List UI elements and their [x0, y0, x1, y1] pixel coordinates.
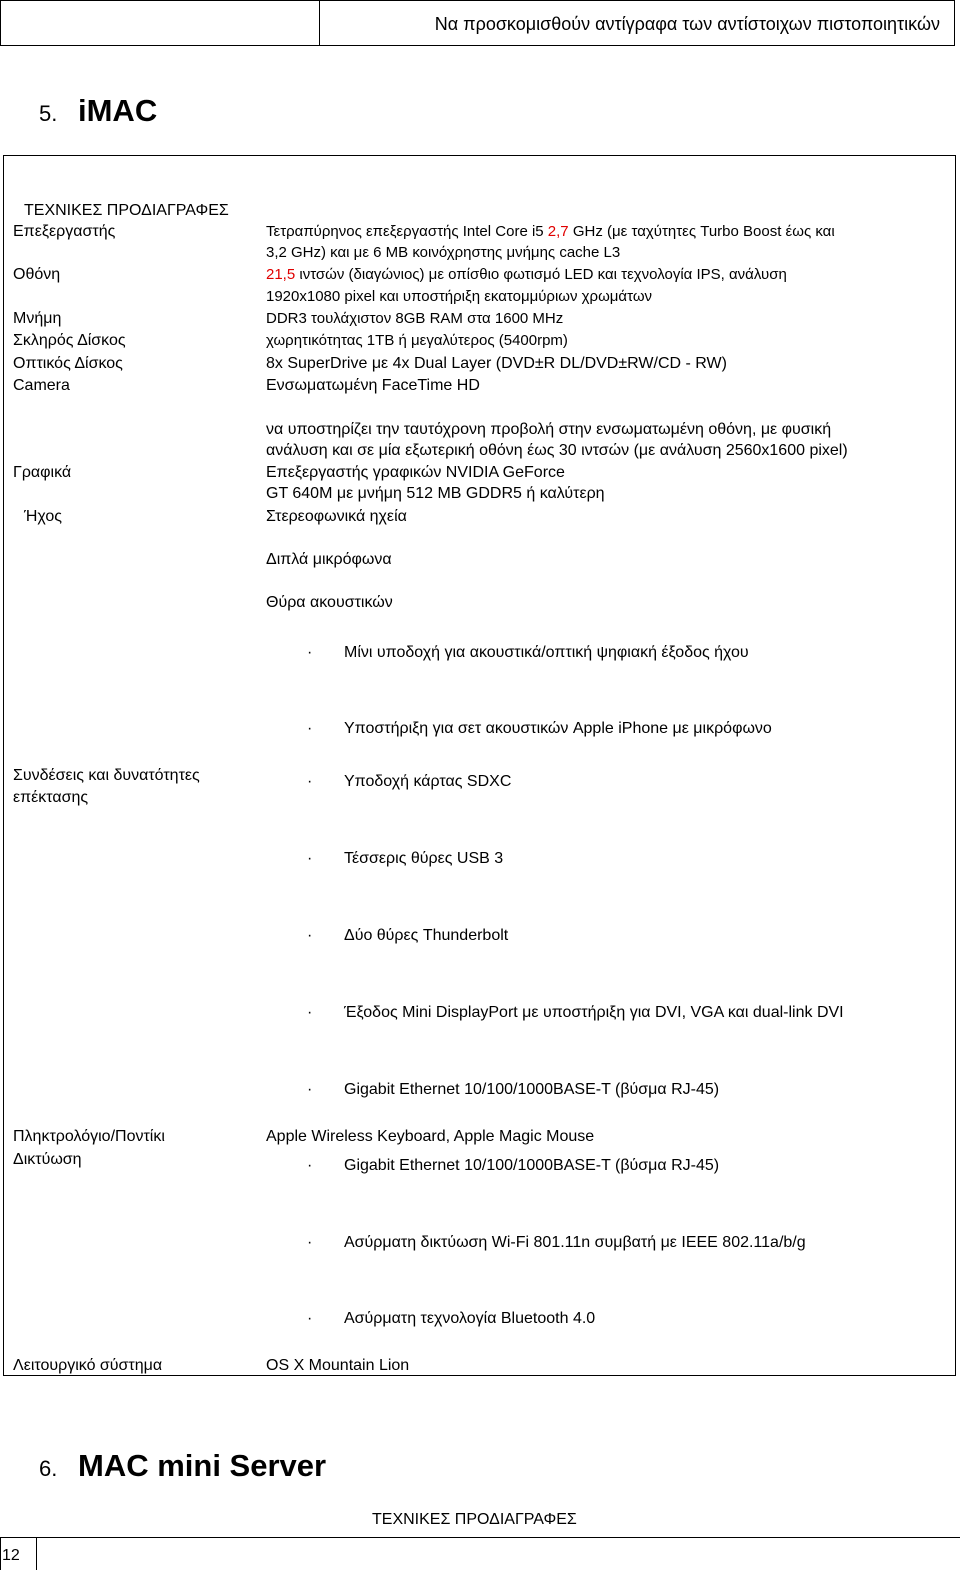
- ports-item-1: Μίνι υποδοχή για ακουστικά/οπτική ψηφιακή έξοδος ήχου: [344, 644, 749, 661]
- label-network: Δικτύωση: [13, 1151, 82, 1168]
- value-display-line1: 21,5 ιντσών (διαγώνιος) με οπίσθιο φωτισμό LED και τεχνολογία IPS, ανάλυση: [266, 266, 787, 283]
- section-5-number: 5.: [39, 101, 58, 126]
- ports-item-3: Υποδοχή κάρτας SDXC: [344, 773, 512, 790]
- ports-bullet-6: ·: [307, 1004, 313, 1021]
- certificates-note-box: [0, 0, 955, 46]
- ports-item-6: Έξοδος Mini DisplayPort με υποστήριξη για DVI, VGA και dual-link DVI: [344, 1004, 844, 1021]
- ports-bullet-1: ·: [307, 644, 313, 661]
- value-processor-line2: 3,2 GHz) και με 6 MB κοινόχρηστης μνήμης cache L3: [266, 244, 621, 261]
- value-audio-headphone: Θύρα ακουστικών: [266, 594, 393, 611]
- value-graphics-line1: να υποστηρίζει την ταυτόχρονη προβολή στην ενσωματωμένη οθόνη, με φυσική: [266, 421, 832, 438]
- label-graphics: Γραφικά: [13, 464, 72, 481]
- label-ports-line1: Συνδέσεις και δυνατότητες: [13, 767, 200, 784]
- ports-bullet-5: ·: [307, 927, 313, 944]
- label-audio: Ήχος: [24, 508, 62, 525]
- value-display-line2: 1920x1080 pixel και υποστήριξη εκατομμύριων χρωμάτων: [266, 288, 653, 305]
- ports-bullet-7: ·: [307, 1081, 313, 1098]
- section-6-specs-heading: ΤΕΧΝΙΚΕΣ ΠΡΟΔΙΑΓΡΑΦΕΣ: [372, 1511, 577, 1528]
- value-camera: Ενσωματωμένη FaceTime HD: [266, 377, 480, 394]
- network-bullet-1: ·: [307, 1157, 313, 1174]
- ports-item-7: Gigabit Ethernet 10/100/1000BASE-T (βύσμα RJ-45): [344, 1081, 720, 1098]
- value-audio-mics: Διπλά μικρόφωνα: [266, 551, 392, 568]
- footer-frame: [0, 1537, 960, 1570]
- ports-bullet-4: ·: [307, 850, 313, 867]
- network-item-1: Gigabit Ethernet 10/100/1000BASE-T (βύσμα RJ-45): [344, 1157, 720, 1174]
- label-os: Λειτουργικό σύστημα: [13, 1357, 163, 1374]
- value-optical: 8x SuperDrive με 4x Dual Layer (DVD±R DL/DVD±RW/CD - RW): [266, 355, 727, 372]
- ports-bullet-3: ·: [307, 773, 313, 790]
- footer-divider: [36, 1537, 37, 1570]
- section-5-title: iMAC: [78, 93, 158, 128]
- network-item-2: Ασύρματη δικτύωση Wi-Fi 801.11n συμβατή με IEEE 802.11a/b/g: [344, 1234, 806, 1251]
- label-memory: Μνήμη: [13, 310, 62, 327]
- value-graphics-line3: Επεξεργαστής γραφικών NVIDIA GeForce: [266, 464, 565, 481]
- value-graphics-line2: ανάλυση και σε μία εξωτερική οθόνη έως 30 ιντσών (με ανάλυση 2560x1600 pixel): [266, 442, 848, 459]
- network-bullet-3: ·: [307, 1310, 313, 1327]
- ports-item-5: Δύο θύρες Thunderbolt: [344, 927, 509, 944]
- page-number: 12: [2, 1547, 20, 1564]
- label-hdd: Σκληρός Δίσκος: [13, 332, 126, 349]
- label-display: Οθόνη: [13, 266, 61, 283]
- label-ports-line2: επέκτασης: [13, 789, 89, 806]
- network-item-3: Ασύρματη τεχνολογία Bluetooth 4.0: [344, 1310, 596, 1327]
- value-os: OS X Mountain Lion: [266, 1357, 410, 1374]
- value-processor-line1: Τετραπύρηνος επεξεργαστής Intel Core i5 2,7 GHz (με ταχύτητες Turbo Boost έως και: [266, 223, 835, 240]
- network-bullet-2: ·: [307, 1234, 313, 1251]
- section-6-number: 6.: [39, 1456, 58, 1481]
- ports-item-2: Υποστήριξη για σετ ακουστικών Apple iPhone με μικρόφωνο: [344, 720, 772, 737]
- ports-bullet-2: ·: [307, 720, 313, 737]
- note-box-divider: [319, 1, 320, 45]
- value-hdd: χωρητικότητας 1TB ή μεγαλύτερος (5400rpm): [266, 332, 568, 349]
- specs-heading: ΤΕΧΝΙΚΕΣ ΠΡΟΔΙΑΓΡΑΦΕΣ: [24, 202, 229, 219]
- value-audio-speakers: Στερεοφωνικά ηχεία: [266, 508, 407, 525]
- section-6-title: MAC mini Server: [78, 1448, 327, 1483]
- label-camera: Camera: [13, 377, 70, 394]
- ports-item-4: Τέσσερις θύρες USB 3: [344, 850, 504, 867]
- label-processor: Επεξεργαστής: [13, 223, 116, 240]
- value-keyboard: Apple Wireless Keyboard, Apple Magic Mouse: [266, 1128, 595, 1145]
- certificates-note: Να προσκομισθούν αντίγραφα των αντίστοιχων πιστοποιητικών: [434, 14, 940, 34]
- value-memory: DDR3 τουλάχιστον 8GB RAM στα 1600 MHz: [266, 310, 564, 327]
- label-optical: Οπτικός Δίσκος: [13, 355, 123, 372]
- label-keyboard: Πληκτρολόγιο/Ποντίκι: [13, 1128, 165, 1145]
- value-graphics-line4: GT 640M με μνήμη 512 MB GDDR5 ή καλύτερη: [266, 485, 605, 502]
